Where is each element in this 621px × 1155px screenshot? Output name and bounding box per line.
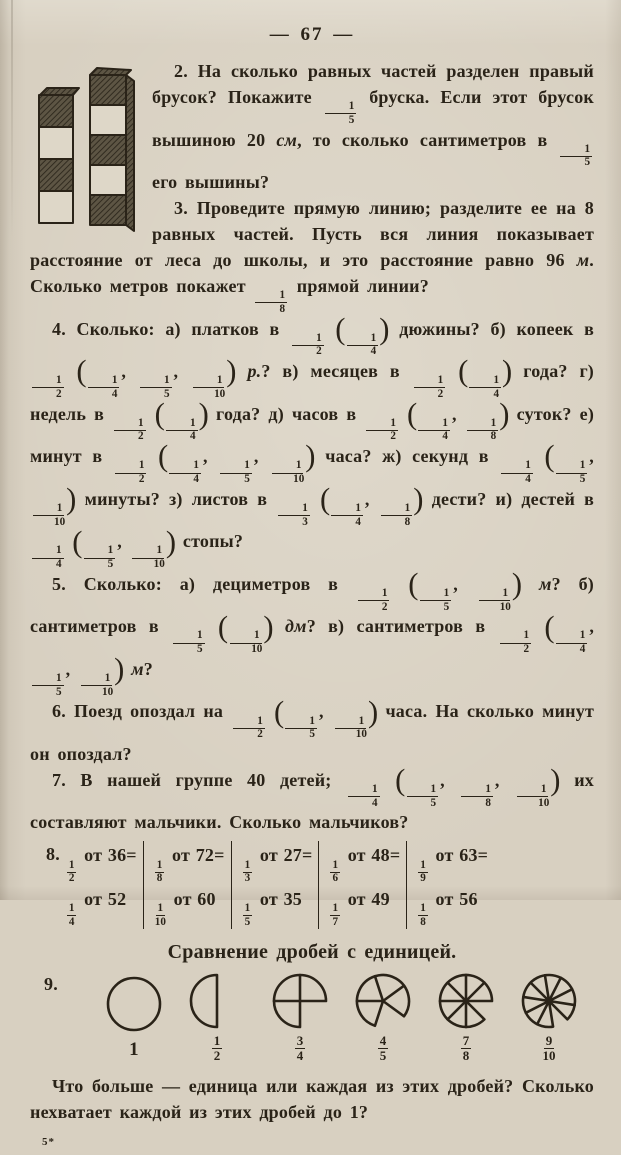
fraction: $\frac{1}{5}$ (32, 673, 64, 698)
fraction: $\frac{1}{3}$ (244, 858, 251, 885)
pie-circle-icon (353, 971, 413, 1031)
divided-bars-figure (30, 62, 142, 234)
fraction: $\frac{1}{10}$ (229, 630, 262, 655)
fraction: $\frac{1}{4}$ (68, 902, 75, 928)
problem-6: 6. Поезд опоздал на $\frac{1}{2}$ ( $\frac{1}{5}$ , $\frac{1}{10}$ ) часа. На сколько минут он опоздал? (30, 694, 594, 764)
tall-paren: ( (76, 354, 87, 389)
problem-8-column (143, 841, 231, 928)
tall-paren: ( (408, 567, 419, 602)
fraction: $\frac{1}{2}$ (500, 630, 532, 655)
fraction: $\frac{1}{10}$ (132, 545, 165, 570)
fraction-circle-label (212, 1034, 223, 1063)
tall-paren: ( (544, 609, 555, 644)
problem-8-cell: $\frac{1}{8}$ от 56 (420, 888, 478, 928)
fraction: $\frac{1}{10}$ (478, 588, 511, 613)
section-heading: Сравнение дробей с единицей. (167, 940, 457, 963)
fraction: $\frac{1}{4}$ (469, 375, 501, 400)
fraction: $\frac{1}{10}$ (32, 503, 65, 528)
fraction: $\frac{4}{5}$ (379, 1032, 387, 1064)
tall-paren: ) (305, 439, 316, 474)
tall-paren: ) (367, 694, 379, 729)
tall-paren: ) (550, 763, 561, 798)
fraction: $\frac{1}{5}$ (84, 545, 116, 570)
fraction: $\frac{1}{2}$ (358, 588, 390, 613)
problem-5: 5. Сколько: а) дециметров в $\frac{1}{2}$ ( $\frac{1}{5}$ , $\frac{1}{10}$ ) м? б) сантиметров в $\frac{1}{5}$ ( $\frac{1}{10}$ ) дм? в) сантиметров в $\frac{1}{2}$ ( $\frac{1}{4}$ , $\frac{1}{5}$ , $\frac{1}{10}$ ) м? (30, 567, 595, 698)
tall-paren: ( (544, 439, 555, 474)
fraction: $\frac{1}{2}$ (115, 460, 147, 485)
fraction-circle-item (187, 971, 247, 1063)
tall-paren: ) (263, 609, 274, 644)
fraction: $\frac{1}{7}$ (332, 902, 339, 928)
fraction: $\frac{1}{8}$ (255, 290, 287, 315)
tall-paren: ) (226, 354, 237, 389)
problem-8 (46, 841, 594, 928)
fraction: $\frac{1}{5}$ (173, 630, 205, 655)
problem-8-cell: $\frac{1}{9}$ от 63= (420, 845, 489, 885)
fraction: $\frac{9}{10}$ (542, 1032, 556, 1064)
tall-paren: ) (502, 354, 513, 389)
problem-8-cell: $\frac{1}{6}$ от 48= (332, 845, 401, 885)
fraction: $\frac{1}{9}$ (420, 858, 426, 885)
fraction-circle-item (270, 971, 330, 1063)
fraction: $\frac{1}{4}$ (501, 460, 533, 485)
problem-8-cell: $\frac{1}{10}$ от 60 (154, 888, 216, 928)
pie-circle-icon (270, 971, 330, 1031)
problem-8-cell: $\frac{1}{7}$ от 49 (332, 888, 390, 928)
fraction: $\frac{1}{5}$ (556, 460, 588, 485)
fraction: $\frac{1}{10}$ (516, 784, 549, 809)
fraction: $\frac{1}{8}$ (156, 858, 163, 885)
problem-9-number: 9. (44, 973, 58, 994)
problem-8-cell: $\frac{1}{8}$ от 72= (156, 845, 225, 885)
fraction-circle-label: 1 (129, 1039, 139, 1061)
fraction-circle-item (104, 974, 164, 1063)
pie-circle-icon (187, 971, 247, 1031)
problem-8-table (62, 841, 594, 928)
signature-mark: 5* (42, 1135, 55, 1148)
fraction: $\frac{1}{10}$ (80, 673, 113, 698)
problem-8-cell: $\frac{1}{2}$ от 36= (68, 845, 137, 885)
tall-paren: ) (379, 311, 390, 346)
fraction: $\frac{3}{4}$ (296, 1032, 304, 1064)
tall-paren: ( (395, 763, 406, 798)
problem-2: 2. На сколько равных частей разделен правый брусок? Покажите $\frac{1}{5}$ бруска. Если этот брусок вышиною 20 см, то сколько сантиметров в $\frac{1}{5}$ его вышины? (152, 61, 594, 193)
fraction-circle-item (353, 971, 413, 1063)
fraction: $\frac{1}{8}$ (420, 902, 426, 928)
problem-8-cell: $\frac{1}{4}$ от 52 (68, 888, 127, 928)
fraction-circle-label (295, 1034, 306, 1063)
fraction-circle-label (543, 1034, 556, 1063)
fraction: $\frac{1}{5}$ (220, 460, 252, 485)
tall-paren: ( (158, 439, 169, 474)
fraction: $\frac{1}{4}$ (32, 545, 64, 570)
tall-paren: ) (413, 482, 424, 516)
problem-7: 7. В нашей группе 40 детей; $\frac{1}{4}$ ( $\frac{1}{5}$ , $\frac{1}{8}$ , $\frac{1}{10}$ ) их составляют мальчики. Сколько мальчиков? (30, 763, 594, 833)
fraction: $\frac{1}{10}$ (271, 460, 304, 485)
fraction-circle-item (436, 971, 496, 1063)
problem-8-column (231, 841, 319, 928)
fraction: $\frac{7}{8}$ (462, 1032, 470, 1064)
fraction: $\frac{1}{5}$ (560, 144, 592, 169)
problem-3: 3. Проведите прямую линию; разделите ее на 8 равных частей. Пусть вся линия показывает расстояние от леса до школы, и это расстояние равно 96 м. Сколько метров покажет $\frac{1}{8}$ прямой линии? (30, 198, 594, 315)
fraction: $\frac{1}{5}$ (407, 784, 439, 809)
fraction: $\frac{1}{8}$ (461, 784, 493, 809)
fraction-circles (104, 971, 579, 1063)
tall-paren: ( (154, 396, 166, 431)
fraction: $\frac{1}{4}$ (166, 418, 198, 443)
tall-paren: ) (499, 396, 510, 431)
fraction: $\frac{1}{4}$ (348, 784, 380, 809)
fraction: $\frac{1}{8}$ (381, 503, 413, 528)
closing-questions: Что больше — единица или каждая из этих дробей? Сколько нехватает каждой из этих дробей до 1? (30, 1075, 594, 1122)
fraction: $\frac{1}{2}$ (114, 418, 146, 443)
bars-illustration (30, 62, 142, 234)
tall-paren: ( (217, 609, 229, 644)
fraction: $\frac{1}{10}$ (154, 902, 166, 928)
problem-8-column (318, 841, 406, 928)
tall-paren: ( (319, 482, 331, 516)
fraction: $\frac{1}{4}$ (169, 460, 201, 485)
page-number: — 67 — (269, 24, 355, 45)
fraction: $\frac{1}{4}$ (331, 503, 363, 528)
fraction-circle-label (378, 1034, 389, 1063)
problem-9 (30, 971, 594, 1063)
fraction-circle-item (519, 971, 579, 1063)
tall-paren: ) (511, 567, 523, 602)
pie-circle-icon (436, 971, 496, 1031)
fraction: $\frac{1}{2}$ (32, 375, 64, 400)
tall-paren: ) (66, 482, 77, 516)
fraction: $\frac{1}{10}$ (334, 716, 367, 741)
tall-paren: ) (114, 652, 125, 687)
problem-8-column (62, 841, 143, 928)
tall-paren: ( (273, 694, 285, 729)
fraction: $\frac{1}{10}$ (192, 375, 225, 400)
fraction: $\frac{1}{4}$ (347, 333, 379, 358)
problem-4: 4. Сколько: а) платков в $\frac{1}{2}$ ( $\frac{1}{4}$ ) дюжины? б) копеек в $\frac{1}{2}$ ( $\frac{1}{4}$ , $\frac{1}{5}$ , $\frac{1}{10}$ ) р.? в) месяцев в $\frac{1}{2}$ ( $\frac{1}{4}$ ) года? г) недель в $\frac{1}{2}$ ( $\frac{1}{4}$ ) года? д) часов в $\frac{1}{2}$ ( $\frac{1}{4}$ , $\frac{1}{8}$ ) суток? е) минут в $\frac{1}{2}$ ( $\frac{1}{4}$ , $\frac{1}{5}$ , $\frac{1}{10}$ ) часа? ж) секунд в $\frac{1}{4}$ ( $\frac{1}{5}$ , $\frac{1}{10}$ ) минуты? з) листов в $\frac{1}{3}$ ( $\frac{1}{4}$ , $\frac{1}{8}$ ) дести? и) дестей в $\frac{1}{4}$ ( $\frac{1}{5}$ , $\frac{1}{10}$ ) стопы? (30, 311, 595, 571)
fraction: $\frac{1}{5}$ (420, 588, 452, 613)
fraction: $\frac{1}{5}$ (325, 101, 357, 126)
pie-circle-icon (104, 974, 164, 1034)
fraction: $\frac{1}{8}$ (467, 418, 499, 443)
pie-circle-icon (519, 971, 579, 1031)
fraction: $\frac{1}{4}$ (88, 375, 120, 400)
tall-paren: ( (406, 396, 418, 431)
tall-paren: ( (72, 524, 83, 559)
fraction: $\frac{1}{5}$ (285, 716, 317, 741)
problem-8-column (406, 841, 494, 928)
tall-paren: ) (165, 524, 177, 559)
fraction-circle-label (461, 1034, 472, 1063)
problem-8-cell: $\frac{1}{5}$ от 35 (244, 888, 302, 928)
fraction: $\frac{1}{5}$ (244, 902, 251, 928)
fraction: $\frac{1}{5}$ (140, 375, 172, 400)
fraction: $\frac{1}{4}$ (556, 630, 588, 655)
tall-paren: ( (458, 354, 469, 389)
problem-8-cell: $\frac{1}{3}$ от 27= (244, 845, 313, 885)
fraction: $\frac{1}{4}$ (418, 418, 450, 443)
problem-8-number: 8. (46, 844, 60, 865)
fraction: $\frac{1}{2}$ (233, 716, 265, 741)
tall-paren: ( (335, 311, 346, 346)
fraction: $\frac{1}{2}$ (292, 333, 324, 358)
fraction: $\frac{1}{6}$ (332, 858, 339, 885)
fraction: $\frac{1}{2}$ (68, 858, 75, 885)
tall-paren: ) (198, 396, 210, 431)
fraction: $\frac{1}{2}$ (414, 375, 446, 400)
fraction: $\frac{1}{2}$ (366, 418, 398, 443)
fraction: $\frac{1}{3}$ (278, 503, 310, 528)
fraction: $\frac{1}{2}$ (213, 1032, 221, 1064)
